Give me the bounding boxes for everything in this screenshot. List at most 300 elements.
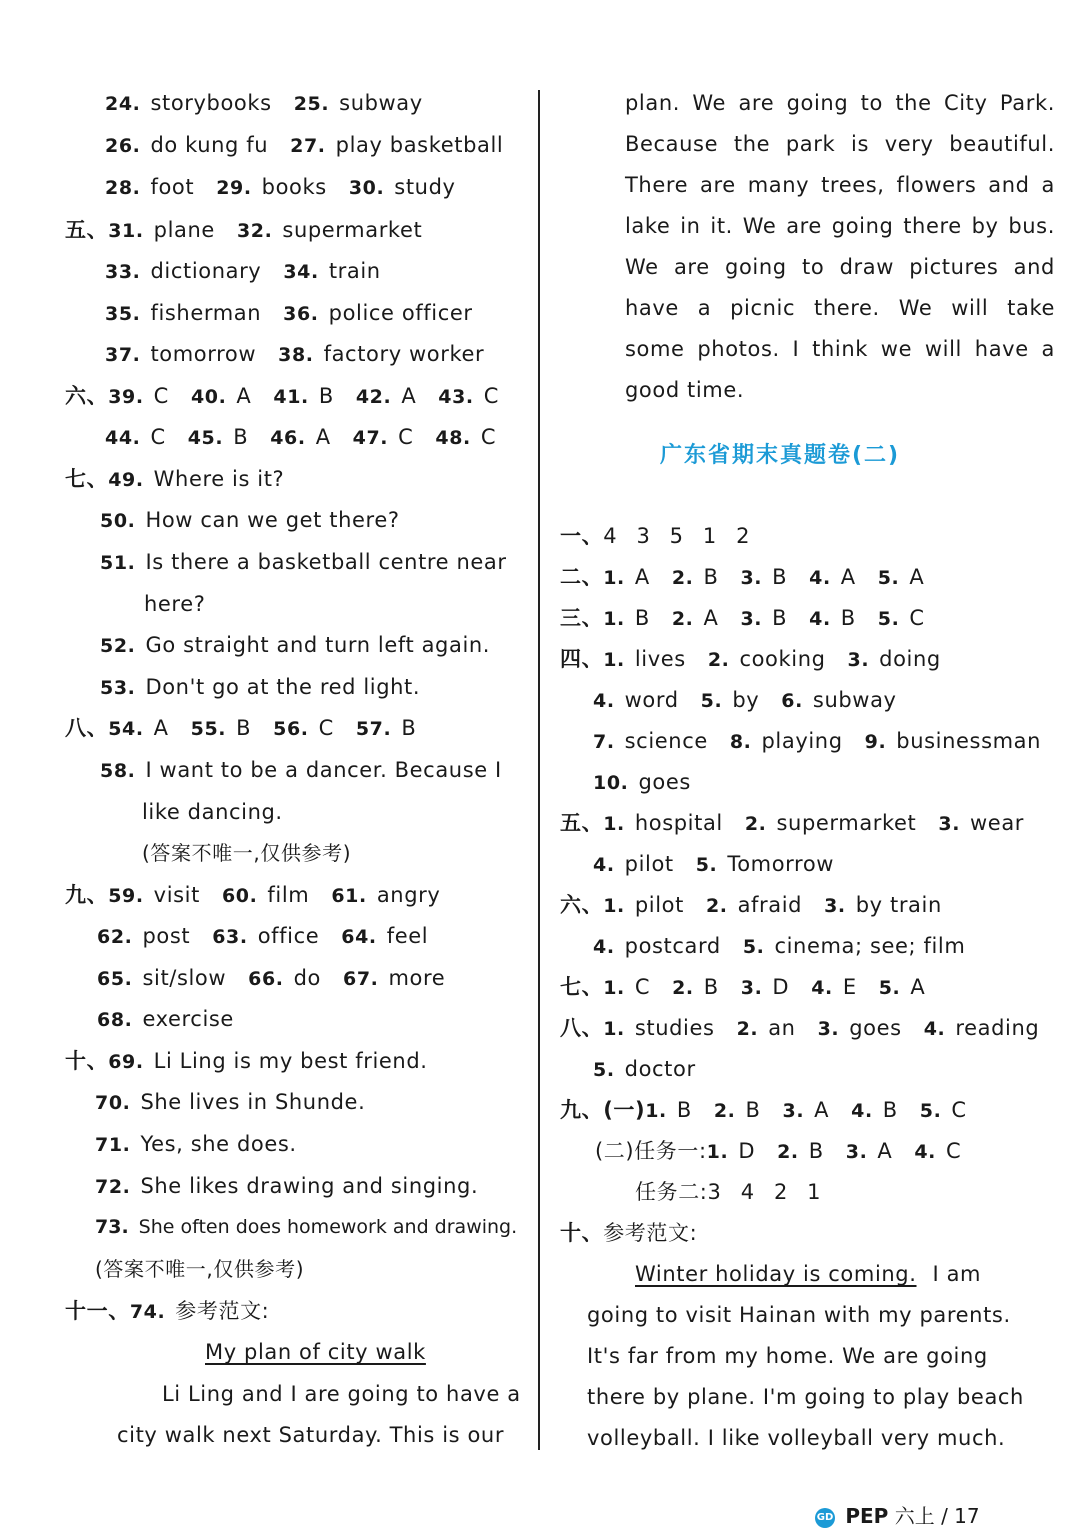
answer-text: study xyxy=(394,175,456,199)
item-number: 5. xyxy=(877,567,900,589)
answer-text: B xyxy=(233,425,249,449)
note-text: (答案不唯一,仅供参考) xyxy=(95,1257,305,1281)
answer-text: tomorrow xyxy=(150,342,257,366)
answer-text: pilot xyxy=(624,852,674,876)
answer-text: factory worker xyxy=(323,342,485,366)
answer-line xyxy=(100,755,502,786)
item-number: 5. xyxy=(877,608,900,630)
section-label: 六、 xyxy=(65,384,109,408)
answer-text: storybooks xyxy=(150,91,272,115)
item-number: 2. xyxy=(707,649,730,671)
answer-line xyxy=(100,672,420,703)
item-number: 4. xyxy=(809,608,831,630)
answer-text: Tomorrow xyxy=(727,852,835,876)
section-label: 一、 xyxy=(560,524,604,548)
answer-text: B xyxy=(882,1098,898,1122)
essay-line xyxy=(587,1382,1024,1412)
answer-text: reading xyxy=(955,1016,1040,1040)
answer-line xyxy=(100,547,507,578)
item-number: 57. xyxy=(355,718,392,740)
answer-line xyxy=(105,130,503,161)
item-number: 72. xyxy=(95,1176,131,1198)
essay-line: good time. xyxy=(625,378,745,402)
essay-line xyxy=(587,1341,988,1371)
answer-line xyxy=(560,1218,697,1248)
essay-text: there by plane. I'm going to play beach xyxy=(587,1385,1024,1409)
item-number: 47. xyxy=(352,427,389,449)
item-number: 52. xyxy=(100,635,136,657)
item-number: 2. xyxy=(744,813,767,835)
answer-text: D xyxy=(738,1139,756,1163)
essay-line xyxy=(162,1379,521,1409)
answer-text: B xyxy=(772,606,788,630)
answer-text: studies xyxy=(634,1016,715,1040)
item-number: 5. xyxy=(700,690,723,712)
answer-text: C xyxy=(909,606,925,630)
answer-text: She often does homework and drawing. xyxy=(138,1216,518,1238)
item-number: 71. xyxy=(95,1134,131,1156)
answer-line xyxy=(593,849,834,880)
answer-text: C xyxy=(150,425,166,449)
answer-text: 参考范文: xyxy=(603,1221,698,1245)
item-number: 60. xyxy=(221,885,258,907)
answer-text: Li Ling is my best friend. xyxy=(153,1049,428,1073)
item-number: 55. xyxy=(190,718,227,740)
item-number: 1. xyxy=(603,1018,625,1040)
answer-text: afraid xyxy=(737,893,803,917)
answer-text: an xyxy=(768,1016,796,1040)
section-label: 八、 xyxy=(560,1016,604,1040)
essay-text: volleyball. I like volleyball very much. xyxy=(587,1426,1006,1450)
answer-text: feel xyxy=(386,924,429,948)
item-number: 7. xyxy=(593,731,615,753)
answer-text: subway xyxy=(339,91,423,115)
answer-text: B xyxy=(634,606,650,630)
answer-text: A xyxy=(814,1098,830,1122)
answer-text: I want to be a dancer. Because I xyxy=(145,758,502,782)
answer-text: E xyxy=(842,975,857,999)
answer-line xyxy=(105,88,423,119)
answer-text: Is there a basketball centre near xyxy=(145,550,507,574)
item-number: 3. xyxy=(847,649,870,671)
answer-text: do xyxy=(293,966,322,990)
answer-text: hospital xyxy=(634,811,723,835)
item-number: 5. xyxy=(695,854,718,876)
answer-text: fisherman xyxy=(150,301,262,325)
answer-line xyxy=(142,797,283,827)
section-label: 四、 xyxy=(560,647,604,671)
essay-line xyxy=(587,1300,1011,1330)
item-number: 53. xyxy=(100,677,136,699)
answer-text: businessman xyxy=(896,729,1042,753)
answer-text: Go straight and turn left again. xyxy=(145,633,491,657)
answer-text: plane xyxy=(153,218,215,242)
item-number: 1. xyxy=(645,1100,667,1122)
answer-text: B xyxy=(676,1098,692,1122)
essay-line: plan. We are going to the City Park. xyxy=(625,91,1055,115)
item-number: 29. xyxy=(216,177,252,199)
answer-text: goes xyxy=(638,770,691,794)
answer-text: 参考范文: xyxy=(175,1299,270,1323)
essay-text: going to visit Hainan with my parents. xyxy=(587,1303,1011,1327)
section-label: 三、 xyxy=(560,606,604,630)
edition-label: PEP xyxy=(845,1504,889,1528)
answer-line xyxy=(593,767,691,798)
item-number: 3. xyxy=(740,977,763,999)
item-number: 4. xyxy=(593,854,615,876)
answer-line xyxy=(560,644,941,675)
item-number: 36. xyxy=(283,303,319,325)
answer-text: A xyxy=(909,565,925,589)
answer-text: police officer xyxy=(328,301,473,325)
answer-text: She likes drawing and singing. xyxy=(140,1174,479,1198)
essay-line: some photos. I think we will have a xyxy=(625,337,1055,361)
item-number: 31. xyxy=(108,220,144,242)
essay-line xyxy=(117,1420,504,1450)
answer-line xyxy=(593,1054,696,1085)
section-label: 八、 xyxy=(65,716,109,740)
item-number: 1. xyxy=(706,1141,729,1163)
item-number: 8. xyxy=(729,731,752,753)
item-number: 9. xyxy=(864,731,887,753)
page-footer xyxy=(815,1500,980,1529)
answer-text: word xyxy=(624,688,679,712)
answer-text: film xyxy=(267,883,310,907)
item-number: 1. xyxy=(603,608,625,630)
essay-text: It's far from my home. We are going xyxy=(587,1344,988,1368)
essay-title xyxy=(205,1337,426,1367)
answer-text: doing xyxy=(879,647,941,671)
essay-title-text: Winter holiday is coming. xyxy=(635,1262,917,1286)
item-number: 66. xyxy=(248,968,284,990)
essay-line: There are many trees, flowers and a xyxy=(625,173,1055,197)
answer-text: supermarket xyxy=(282,218,423,242)
gd-badge-icon: GD xyxy=(815,1508,835,1528)
answer-text: goes xyxy=(849,1016,902,1040)
answer-text: post xyxy=(142,924,191,948)
answer-text: cooking xyxy=(739,647,826,671)
item-number: 46. xyxy=(270,427,306,449)
item-number: 3. xyxy=(824,895,846,917)
item-number: 2. xyxy=(671,567,694,589)
answer-text: A xyxy=(236,384,252,408)
answer-line xyxy=(560,521,750,551)
item-number: 6. xyxy=(781,690,803,712)
section-label: 五、 xyxy=(65,218,109,242)
answer-text: C xyxy=(634,975,651,999)
answer-line xyxy=(635,1177,821,1207)
item-number: 67. xyxy=(343,968,379,990)
item-number: 37. xyxy=(105,344,141,366)
item-number: 1. xyxy=(603,567,625,589)
item-number: 28. xyxy=(105,177,141,199)
item-number: 10. xyxy=(593,772,629,794)
answer-text: playing xyxy=(761,729,843,753)
essay-text: Li Ling and I are going to have a xyxy=(162,1382,521,1406)
answer-line xyxy=(560,562,924,593)
item-number: 30. xyxy=(348,177,385,199)
item-number: 24. xyxy=(105,93,141,115)
answer-line xyxy=(105,339,484,370)
item-number: 48. xyxy=(435,427,471,449)
page-number: 17 xyxy=(954,1504,980,1528)
answer-text: A xyxy=(401,384,417,408)
item-number: 32. xyxy=(236,220,273,242)
answer-text: here? xyxy=(144,592,206,616)
section-label: 九、 xyxy=(65,883,109,907)
item-number: 44. xyxy=(105,427,141,449)
answer-text: science xyxy=(624,729,708,753)
item-number: 65. xyxy=(97,968,133,990)
answer-text: by xyxy=(732,688,760,712)
section-label: 二、 xyxy=(560,565,604,589)
answer-text: A xyxy=(634,565,650,589)
answer-text: A xyxy=(153,716,169,740)
answer-text: C xyxy=(153,384,169,408)
answer-line xyxy=(65,381,499,412)
item-number: 73. xyxy=(95,1216,129,1238)
item-number: 45. xyxy=(187,427,224,449)
item-number: 3. xyxy=(740,608,763,630)
answer-text: C xyxy=(398,425,414,449)
item-number: 50. xyxy=(100,510,136,532)
item-number: 4. xyxy=(923,1018,946,1040)
column-divider xyxy=(538,90,540,1450)
answer-line xyxy=(595,1136,961,1167)
item-number: 4. xyxy=(811,977,833,999)
item-number: 33. xyxy=(105,261,141,283)
answer-text: by train xyxy=(855,893,942,917)
item-number: 5. xyxy=(593,1059,615,1081)
answer-line xyxy=(105,422,496,453)
answer-text: postcard xyxy=(624,934,721,958)
item-number: 2. xyxy=(672,977,694,999)
answer-text: play basketball xyxy=(335,133,504,157)
item-number: 49. xyxy=(108,469,144,491)
item-number: 70. xyxy=(95,1092,131,1114)
answer-line xyxy=(593,931,965,962)
item-number: 4. xyxy=(809,567,831,589)
item-number: 74. xyxy=(129,1301,166,1323)
answer-text: like dancing. xyxy=(142,800,283,824)
item-number: 5. xyxy=(878,977,901,999)
essay-line xyxy=(635,1259,981,1289)
answer-text: train xyxy=(328,259,381,283)
essay-line xyxy=(587,1423,1005,1453)
item-number: 54. xyxy=(108,718,144,740)
answer-text: office xyxy=(257,924,320,948)
item-number: 2. xyxy=(736,1018,759,1040)
section-label: 六、 xyxy=(560,893,604,917)
essay-title-text: My plan of city walk xyxy=(205,1340,426,1364)
item-number: 40. xyxy=(190,386,227,408)
answer-text: wear xyxy=(970,811,1025,835)
item-number: 3. xyxy=(938,813,961,835)
answer-text: do kung fu xyxy=(150,133,269,157)
answer-text: How can we get there? xyxy=(145,508,400,532)
section-heading: 广东省期末真题卷(二) xyxy=(660,443,901,468)
answer-line xyxy=(100,505,400,536)
item-number: 4. xyxy=(851,1100,873,1122)
answer-line xyxy=(95,1171,478,1202)
answer-line xyxy=(560,603,925,634)
answer-text: B xyxy=(236,716,252,740)
essay-line: We are going to draw pictures and xyxy=(625,255,1055,279)
essay-line: lake in it. We are going there by bus. xyxy=(625,214,1055,238)
item-number: 38. xyxy=(278,344,314,366)
answer-text: lives xyxy=(634,647,686,671)
item-number: 1. xyxy=(603,813,625,835)
answer-line xyxy=(65,215,422,246)
answer-text: A xyxy=(315,425,331,449)
item-number: 61. xyxy=(331,885,367,907)
answer-text: supermarket xyxy=(776,811,917,835)
answer-text: C xyxy=(483,384,500,408)
answer-text: B xyxy=(318,384,334,408)
answer-text: books xyxy=(261,175,327,199)
item-number: 3. xyxy=(817,1018,840,1040)
answer-line xyxy=(97,1004,234,1035)
answer-text: angry xyxy=(376,883,441,907)
item-number: 5. xyxy=(742,936,765,958)
section-label: 十、 xyxy=(65,1049,109,1073)
item-number: 4. xyxy=(593,690,615,712)
answer-text: C xyxy=(318,716,334,740)
answer-text: A xyxy=(840,565,856,589)
answer-line xyxy=(560,972,925,1003)
answer-text: pilot xyxy=(634,893,684,917)
answer-line xyxy=(65,464,284,495)
answer-line xyxy=(144,589,205,619)
answer-line xyxy=(560,1095,967,1126)
item-number: 69. xyxy=(108,1051,144,1073)
answer-text: 4 3 5 1 2 xyxy=(603,524,751,548)
answer-text: subway xyxy=(812,688,897,712)
item-number: 34. xyxy=(283,261,319,283)
item-number: 68. xyxy=(97,1009,133,1031)
answer-text: B xyxy=(703,565,719,589)
answer-line xyxy=(95,1129,297,1160)
answer-text: A xyxy=(910,975,926,999)
answer-text: B xyxy=(772,565,788,589)
answer-text: cinema; see; film xyxy=(774,934,966,958)
answer-text: B xyxy=(745,1098,761,1122)
answer-text: exercise xyxy=(142,1007,234,1031)
item-number: 2. xyxy=(705,895,728,917)
section-label: 九、(一) xyxy=(560,1098,646,1122)
answer-text: more xyxy=(388,966,446,990)
answer-line xyxy=(65,1296,269,1327)
answer-line xyxy=(593,685,897,716)
essay-text: city walk next Saturday. This is our xyxy=(117,1423,505,1447)
answer-line xyxy=(560,890,942,921)
answer-text: Don't go at the red light. xyxy=(145,675,421,699)
answer-line xyxy=(95,1087,365,1118)
item-number: 5. xyxy=(919,1100,942,1122)
answer-text: C xyxy=(946,1139,962,1163)
answer-line xyxy=(95,1212,517,1242)
answer-line xyxy=(65,880,440,911)
answer-text: She lives in Shunde. xyxy=(140,1090,366,1114)
item-number: 3. xyxy=(845,1141,868,1163)
answer-line xyxy=(105,298,473,329)
item-number: 1. xyxy=(603,895,625,917)
item-number: 35. xyxy=(105,303,141,325)
item-number: 41. xyxy=(273,386,309,408)
item-number: 43. xyxy=(438,386,474,408)
answer-line xyxy=(105,256,381,287)
answer-text: Where is it? xyxy=(153,467,285,491)
page-separator: / xyxy=(941,1504,948,1528)
item-number: 64. xyxy=(341,926,377,948)
answer-line xyxy=(97,963,445,994)
essay-line: have a picnic there. We will take xyxy=(625,296,1055,320)
item-number: 25. xyxy=(293,93,330,115)
answer-text: visit xyxy=(153,883,200,907)
item-number: 42. xyxy=(355,386,392,408)
answer-text: dictionary xyxy=(150,259,262,283)
section-label: 七、 xyxy=(65,467,109,491)
answer-text: 任务二:3 4 2 1 xyxy=(635,1180,822,1204)
answer-line xyxy=(65,1046,428,1077)
answer-line xyxy=(560,808,1024,839)
answer-line xyxy=(65,713,416,744)
item-number: 39. xyxy=(108,386,144,408)
answer-text: B xyxy=(703,975,719,999)
item-number: 59. xyxy=(108,885,144,907)
answer-line xyxy=(105,172,456,203)
item-number: 3. xyxy=(782,1100,805,1122)
answer-line xyxy=(593,726,1041,757)
item-number: 2. xyxy=(777,1141,799,1163)
note-line xyxy=(95,1254,304,1284)
answer-line xyxy=(100,630,490,661)
item-number: 63. xyxy=(212,926,248,948)
essay-text: I am xyxy=(932,1262,982,1286)
item-number: 62. xyxy=(97,926,133,948)
answer-line xyxy=(97,921,428,952)
section-label: (二)任务一: xyxy=(595,1139,707,1163)
note-text: (答案不唯一,仅供参考) xyxy=(142,841,352,865)
section-label: 七、 xyxy=(560,975,604,999)
note-line xyxy=(142,838,351,868)
item-number: 56. xyxy=(273,718,309,740)
answer-text: A xyxy=(703,606,719,630)
answer-text: sit/slow xyxy=(142,966,227,990)
answer-text: D xyxy=(772,975,790,999)
answer-text: doctor xyxy=(624,1057,696,1081)
essay-line: Because the park is very beautiful. xyxy=(625,132,1055,156)
section-label: 五、 xyxy=(560,811,604,835)
answer-text: Yes, she does. xyxy=(140,1132,297,1156)
item-number: 2. xyxy=(671,608,694,630)
item-number: 27. xyxy=(290,135,326,157)
answer-text: A xyxy=(877,1139,893,1163)
item-number: 2. xyxy=(713,1100,736,1122)
item-number: 4. xyxy=(914,1141,936,1163)
item-number: 3. xyxy=(740,567,763,589)
item-number: 1. xyxy=(603,649,625,671)
item-number: 51. xyxy=(100,552,136,574)
answer-text: B xyxy=(401,716,417,740)
section-label: 十、 xyxy=(560,1221,604,1245)
item-number: 26. xyxy=(105,135,141,157)
item-number: 1. xyxy=(603,977,625,999)
answer-text: foot xyxy=(150,175,195,199)
section-label: 十一、 xyxy=(65,1299,130,1323)
answer-text: C xyxy=(951,1098,967,1122)
answer-text: B xyxy=(808,1139,824,1163)
